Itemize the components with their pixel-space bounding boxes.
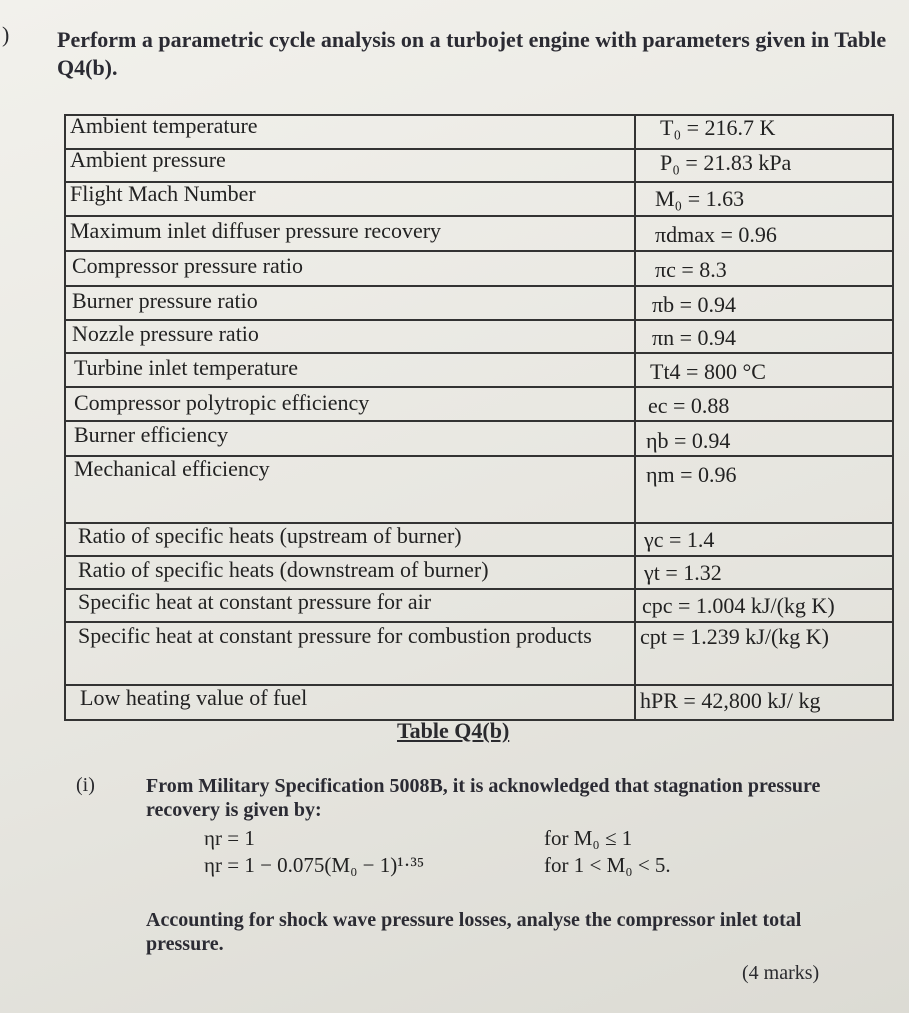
table-row-label: Specific heat at constant pressure for air — [78, 589, 432, 614]
table-row-value: πdmax = 0.96 — [655, 222, 777, 247]
table-row-value: cpt = 1.239 kJ/(kg K) — [640, 624, 829, 649]
table-caption: Table Q4(b) — [397, 718, 510, 743]
table-row-label: Maximum inlet diffuser pressure recovery — [70, 218, 442, 243]
task-text: Accounting for shock wave pressure losses, analyse the compressor inlet total pressure. — [146, 909, 802, 955]
table-row-label: Mechanical efficiency — [74, 456, 270, 481]
table-row-label: Specific heat at constant pressure for combustion products — [78, 623, 592, 648]
part-text: From Military Specification 5008B, it is acknowledged that stagnation pressure recovery is given by: — [146, 775, 821, 821]
condition-1: for M₀ ≤ 1 — [544, 826, 633, 850]
table-row-label: Compressor polytropic efficiency — [74, 390, 370, 415]
table-row-value: cpc = 1.004 kJ/(kg K) — [642, 593, 835, 618]
table-row-value: ec = 0.88 — [648, 393, 730, 418]
table-row-label: Burner efficiency — [74, 422, 229, 447]
table-column-divider — [634, 114, 636, 721]
table-row-label: Ratio of specific heats (upstream of burner) — [78, 523, 462, 548]
table-row-label: Ambient temperature — [70, 113, 258, 138]
table-row-label: Compressor pressure ratio — [72, 253, 303, 278]
table-row-label: Ratio of specific heats (downstream of burner) — [78, 557, 489, 582]
marks-label: (4 marks) — [742, 962, 820, 984]
table-row-value: P₀ = 21.83 kPa — [660, 150, 792, 175]
table-row-value: M₀ = 1.63 — [655, 186, 745, 211]
table-row-value: ηb = 0.94 — [646, 428, 731, 453]
table-row-value: πn = 0.94 — [652, 325, 737, 350]
table-row-value: πb = 0.94 — [652, 292, 737, 317]
table-row-label: Low heating value of fuel — [80, 685, 308, 710]
part-number: (i) — [76, 774, 95, 796]
formula-1: ηr = 1 — [204, 826, 255, 850]
table-row-label: Burner pressure ratio — [72, 288, 258, 313]
table-row-value: hPR = 42,800 kJ/ kg — [640, 688, 821, 713]
question-number-fragment: ) — [2, 22, 10, 47]
table-row-value: ηm = 0.96 — [646, 462, 737, 487]
table-row-label: Nozzle pressure ratio — [72, 321, 259, 346]
condition-2: for 1 < M₀ < 5. — [544, 853, 671, 877]
table-row-value: T₀ = 216.7 K — [660, 115, 776, 140]
table-row-value: πc = 8.3 — [655, 257, 727, 282]
table-row-label: Ambient pressure — [70, 147, 226, 172]
formula-2: ηr = 1 − 0.075(M₀ − 1)¹·³⁵ — [204, 853, 425, 877]
question-intro: Perform a parametric cycle analysis on a turbojet engine with parameters given in Table Q4(b). — [57, 27, 887, 80]
table-row-label: Turbine inlet temperature — [74, 355, 299, 380]
table-row-value: γc = 1.4 — [644, 527, 715, 552]
table-row-label: Flight Mach Number — [70, 181, 256, 206]
table-row-value: γt = 1.32 — [644, 560, 722, 585]
table-row-value: Tt4 = 800 °C — [650, 359, 766, 384]
